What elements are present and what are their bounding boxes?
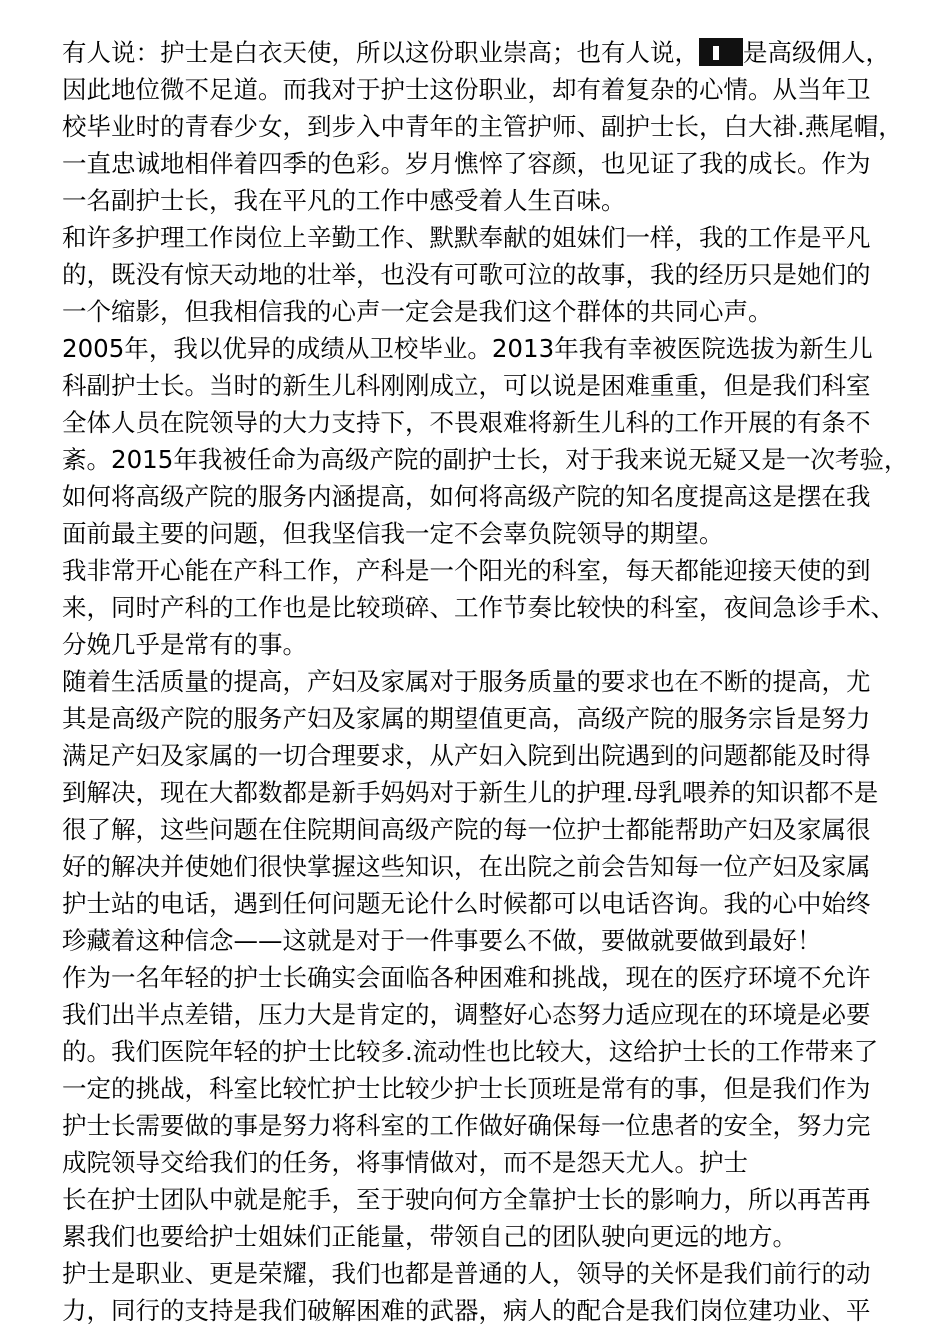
text-line: 2005年，我以优异的成绩从卫校毕业。2013年我有幸被医院选拔为新生儿 — [62, 334, 873, 363]
text-line: 来，同时产科的工作也是比较琐碎、工作节奏比较快的科室，夜间急诊手术、 — [62, 593, 895, 622]
text-line: 长在护士团队中就是舵手，至于驶向何方全靠护士长的影响力，所以再苦再 — [62, 1185, 871, 1214]
text-segment: 有人说：护士是白衣天使，所以这份职业崇高；也有人说， — [62, 38, 699, 67]
text-line: 紊。2015年我被任命为高级产院的副护士长，对于我来说无疑又是一次考验， — [62, 445, 909, 474]
text-line: 因此地位微不足道。而我对于护士这份职业，却有着复杂的心情。从当年卫 — [62, 75, 871, 104]
text-line: 全体人员在院领导的大力支持下，不畏艰难将新生儿科的工作开展的有条不 — [62, 408, 871, 437]
text-line: 科副护士长。当时的新生儿科刚刚成立，可以说是困难重重，但是我们科室 — [62, 371, 871, 400]
text-line: 分娩几乎是常有的事。 — [62, 630, 307, 659]
text-line: 作为一名年轻的护士长确实会面临各种困难和挑战，现在的医疗环境不允许 — [62, 963, 871, 992]
text-line: 护士长需要做的事是努力将科室的工作做好确保每一位患者的安全，努力完 — [62, 1111, 871, 1140]
text-line: 累我们也要给护士姐妹们正能量，带领自己的团队驶向更远的地方。 — [62, 1222, 797, 1251]
text-line: 随着生活质量的提高，产妇及家属对于服务质量的要求也在不断的提高，尤 — [62, 667, 871, 696]
text-line: 一名副护士长，我在平凡的工作中感受着人生百味。 — [62, 186, 626, 215]
redaction-mark — [699, 38, 743, 66]
text-line: 珍藏着这种信念——这就是对于一件事要么不做，要做就要做到最好！ — [62, 926, 822, 955]
text-line: 校毕业时的青春少女，到步入中青年的主管护师、副护士长，白大褂.燕尾帽， — [62, 112, 903, 141]
text-segment: 是高级佣人， — [743, 38, 890, 67]
text-line: 我们出半点差错，压力大是肯定的，调整好心态努力适应现在的环境是必要 — [62, 1000, 871, 1029]
text-line: 面前最主要的问题，但我坚信我一定不会辜负院领导的期望。 — [62, 519, 724, 548]
text-line: 的。我们医院年轻的护士比较多.流动性也比较大，这给护士长的工作带来了 — [62, 1037, 879, 1066]
text-line: 护士站的电话，遇到任何问题无论什么时候都可以电话咨询。我的心中始终 — [62, 889, 871, 918]
text-line: 一定的挑战，科室比较忙护士比较少护士长顶班是常有的事，但是我们作为 — [62, 1074, 871, 1103]
text-line: 护士是职业、更是荣耀，我们也都是普通的人，领导的关怀是我们前行的动 — [62, 1259, 871, 1288]
text-line: 满足产妇及家属的一切合理要求，从产妇入院到出院遇到的问题都能及时得 — [62, 741, 871, 770]
text-line: 的，既没有惊天动地的壮举，也没有可歌可泣的故事，我的经历只是她们的 — [62, 260, 871, 289]
text-line: 力，同行的支持是我们破解困难的武器，病人的配合是我们岗位建功业、平 — [62, 1296, 871, 1325]
text-line: 到解决，现在大都数都是新手妈妈对于新生儿的护理.母乳喂养的知识都不是 — [62, 778, 879, 807]
text-line: 好的解决并使她们很快掌握这些知识，在出院之前会告知每一位产妇及家属 — [62, 852, 871, 881]
text-line: 一个缩影，但我相信我的心声一定会是我们这个群体的共同心声。 — [62, 297, 773, 326]
document-body — [62, 34, 908, 1329]
text-line: 很了解，这些问题在住院期间高级产院的每一位护士都能帮助产妇及家属很 — [62, 815, 871, 844]
text-line: 如何将高级产院的服务内涵提高，如何将高级产院的知名度提高这是摆在我 — [62, 482, 871, 511]
text-line — [62, 34, 908, 71]
text-line: 我非常开心能在产科工作，产科是一个阳光的科室，每天都能迎接天使的到 — [62, 556, 871, 585]
text-line: 其是高级产院的服务产妇及家属的期望值更高，高级产院的服务宗旨是努力 — [62, 704, 871, 733]
text-line: 一直忠诚地相伴着四季的色彩。岁月憔悴了容颜，也见证了我的成长。作为 — [62, 149, 871, 178]
text-line: 成院领导交给我们的任务，将事情做对，而不是怨天尤人。护士 — [62, 1148, 748, 1177]
text-line: 和许多护理工作岗位上辛勤工作、默默奉献的姐妹们一样，我的工作是平凡 — [62, 223, 871, 252]
